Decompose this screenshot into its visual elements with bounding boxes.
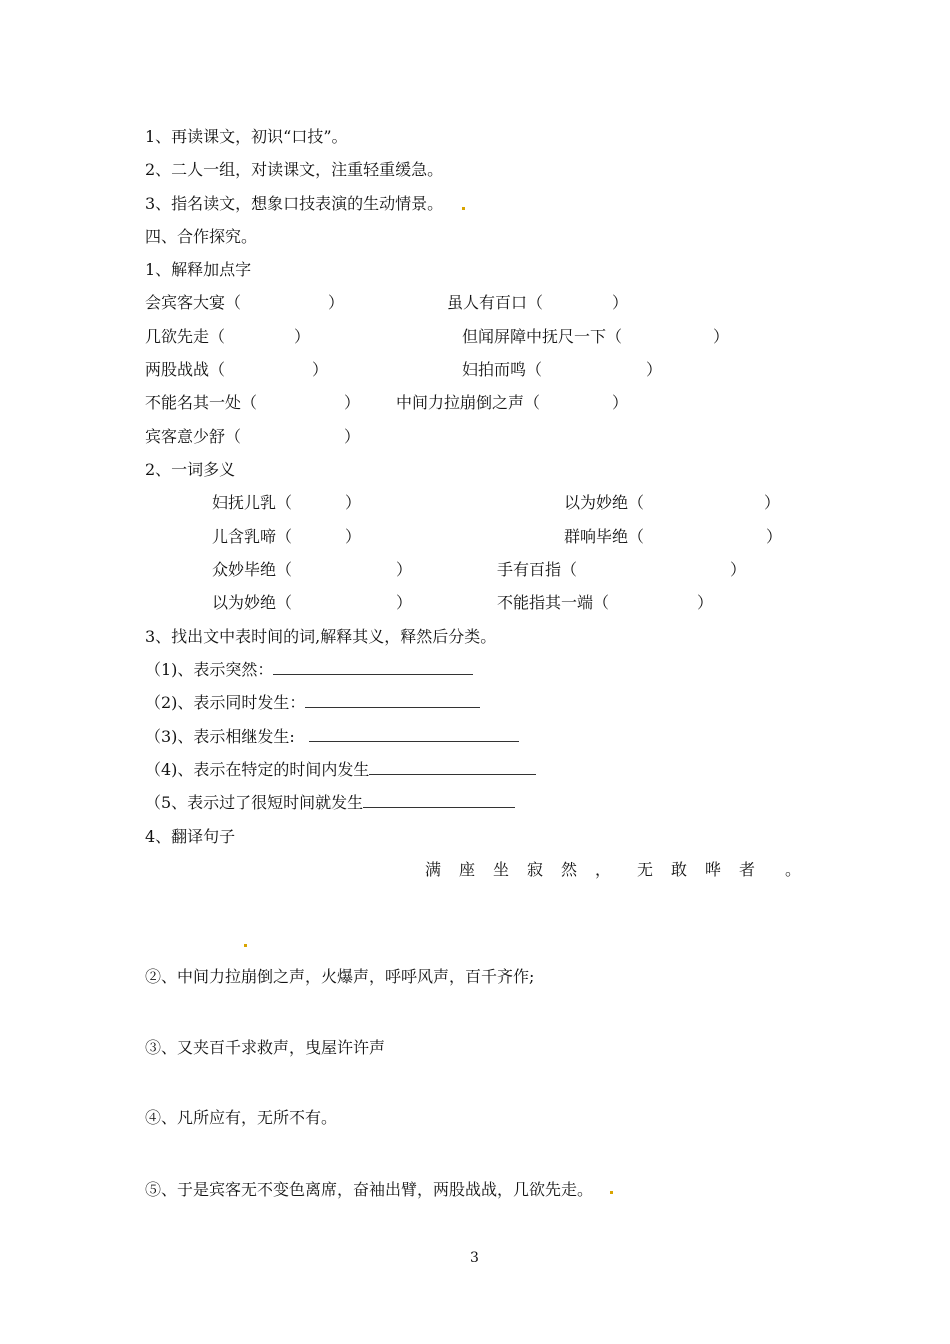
q2-title: 2、一词多义 [145,460,236,479]
q1-right-3-close: ） [646,360,663,379]
sentence-char: 者 [739,860,756,879]
answer-blank[interactable] [273,660,473,675]
q4-sentence-1 [425,860,801,880]
q2-right-3-close: ） [730,560,747,579]
q1-left-1-close: ） [328,293,345,312]
sentence-char: ， [595,860,612,879]
answer-blank[interactable] [363,793,515,808]
q1-left-5: 宾客意少舒（ [145,427,242,446]
q4-title: 4、翻译句子 [145,827,236,846]
sentence-char: 寂 [527,860,544,879]
q1-left-1-text: 会宾客大宴（ [145,293,242,312]
q1-right-1-close: ） [612,293,629,312]
q2-right-2-close: ） [766,527,783,546]
q3-item-2-label: （2)、表示同时发生： [145,693,306,712]
q2-left-2-close: ） [345,527,362,546]
q1-left-1 [145,293,241,313]
q2-left-2: 儿含乳啼（ [212,527,293,546]
sentence-char: 。 [785,860,802,879]
q2-left-1-close: ） [345,493,362,512]
q1-left-2-close: ） [294,327,311,346]
q3-item-4-label: （4)、表示在特定的时间内发生 [145,760,370,779]
section-heading: 四、合作探究。 [145,227,258,246]
answer-blank[interactable] [305,693,480,708]
q3-title: 3、找出文中表时间的词,解释其义，释然后分类。 [145,627,497,646]
answer-blank[interactable] [369,760,536,775]
sentence-char: 无 [637,860,654,879]
q2-left-3: 众妙毕绝（ [212,560,293,579]
reading-item-3: 3、指名读文，想象口技表演的生动情景。 [145,194,444,213]
sentence-char: 敢 [671,860,688,879]
reading-item-2: 2、二人一组，对读课文，注重轻重缓急。 [145,160,444,179]
q1-right-2: 但闻屏障中抚尺一下（ [462,327,623,346]
q3-item-3 [145,727,519,747]
sentence-char: 然 [561,860,578,879]
sentence-char: 坐 [493,860,510,879]
sentence-char: 座 [459,860,476,879]
q1-right-4-close: ） [612,393,629,412]
sentence-char: 哗 [705,860,722,879]
q4-sentence-5: ⑤、于是宾客无不变色离席，奋袖出臂，两股战战，几欲先走。 [145,1180,594,1199]
q4-sentence-2: ②、中间力拉崩倒之声，火爆声，呼呼风声，百千齐作; [145,967,535,986]
q1-right-3: 妇拍而鸣（ [462,360,543,379]
mark-dot [244,944,247,947]
q4-sentence-4: ④、凡所应有，无所不有。 [145,1108,338,1127]
q1-title: 1、解释加点字 [145,260,252,279]
sentence-char: 满 [425,860,442,879]
q1-left-4: 不能名其一处（ [145,393,258,412]
q3-item-4 [145,760,536,780]
q2-right-4-close: ） [697,593,714,612]
q1-right-4: 中间力拉崩倒之声（ [396,393,541,412]
q2-left-1: 妇抚儿乳（ [212,493,293,512]
q1-left-2: 几欲先走（ [145,327,226,346]
q1-left-3: 两股战战（ [145,360,226,379]
reading-item-1: 1、再读课文，初识“口技”。 [145,127,348,146]
q3-item-1-label: （1)、表示突然： [145,660,274,679]
q3-item-5-label: （5、表示过了很短时间就发生 [145,793,364,812]
q1-left-4-close: ） [344,393,361,412]
q2-left-4: 以为妙绝（ [212,593,293,612]
q2-right-3: 手有百指（ [497,560,578,579]
q3-item-3-label: （3)、表示相继发生: [145,727,295,746]
page-number: 3 [470,1250,479,1266]
q1-right-1: 虽人有百口（ [447,293,544,312]
mark-dot [462,207,465,210]
answer-blank[interactable] [309,727,519,742]
q3-item-2 [145,693,480,713]
q2-right-1-close: ） [764,493,781,512]
q2-right-4: 不能指其一端（ [497,593,610,612]
q3-item-5 [145,793,515,813]
q2-right-1: 以为妙绝（ [564,493,645,512]
q3-item-1 [145,660,473,680]
q2-right-2: 群响毕绝（ [564,527,645,546]
mark-dot [610,1191,613,1194]
q4-sentence-3: ③、又夹百千求救声，曳屋许许声 [145,1038,386,1057]
q1-right-2-close: ） [713,327,730,346]
q1-left-5-close: ） [344,427,361,446]
q2-left-4-close: ） [396,593,413,612]
q2-left-3-close: ） [396,560,413,579]
q1-left-3-close: ） [312,360,329,379]
